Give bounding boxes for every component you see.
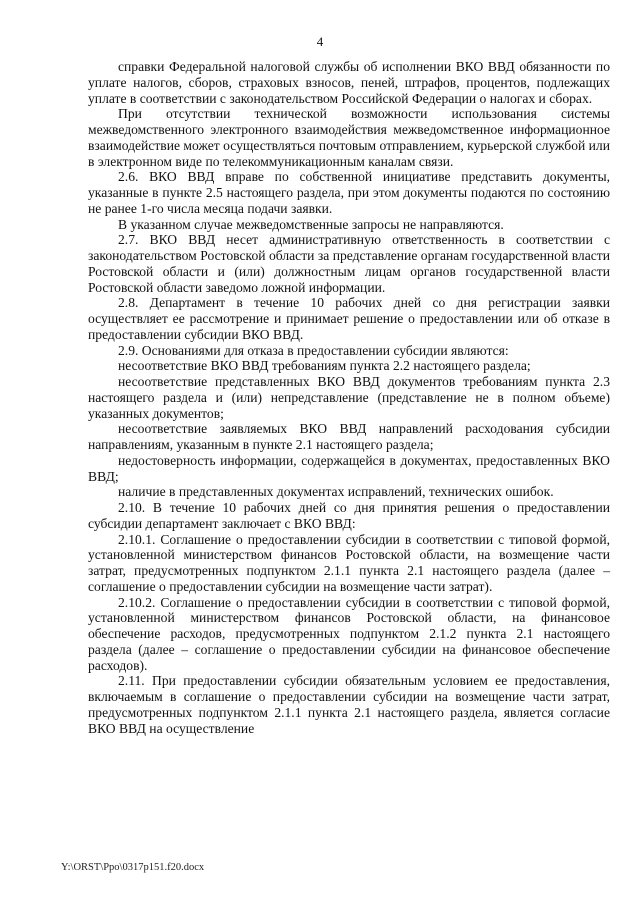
paragraph: наличие в представленных документах исправлений, технических ошибок. [118, 484, 554, 500]
paragraph: 2.8. Департамент в течение 10 рабочих дней со дня регистрации заявки осуществляет ее рассмотрение и принимает решение о предоставлении или об отказе в предоставлении субсидии ВКО ВВД. [88, 295, 610, 342]
document-body [88, 59, 610, 736]
paragraph: несоответствие ВКО ВВД требованиям пункта 2.2 настоящего раздела; [118, 358, 531, 374]
paragraph: недостоверность информации, содержащейся в документах, предоставленных ВКО ВВД; [88, 452, 610, 484]
paragraph: При отсутствии технической возможности использования системы межведомственного электронного взаимодействия межведомственное информационное взаимодействие может осуществляться почтовым отправлением, курьерской службой или в электронном виде по телекоммуникационным каналам связи. [88, 106, 610, 169]
paragraph: В указанном случае межведомственные запросы не направляются. [118, 216, 504, 232]
paragraph: 2.10.1. Соглашение о предоставлении субсидии в соответствии с типовой формой, установленной министерством финансов Ростовской области, на возмещение части затрат, предусмотренных подпунктом 2.1.1 пункта 2.1 настоящего раздела (далее – соглашение о предоставлении субсидии на возмещение части затрат). [88, 531, 610, 594]
paragraph: 2.9. Основаниями для отказа в предоставлении субсидии являются: [118, 342, 509, 358]
footer-file-path: Y:\ORST\Ppo\0317p151.f20.docx [61, 862, 205, 873]
paragraph: 2.10.2. Соглашение о предоставлении субсидии в соответствии с типовой формой, установленной министерством финансов Ростовской области, на финансовое обеспечение расходов, предусмотренных подпунктом 2.1.2 пункта 2.1 настоящего раздела (далее – соглашение о предоставлении субсидии на финансовое обеспечение расходов). [88, 594, 610, 673]
paragraph: справки Федеральной налоговой службы об исполнении ВКО ВВД обязанности по уплате налогов, сборов, страховых взносов, пеней, штрафов, процентов, подлежащих уплате в соответствии с законодательством Российской Федерации о налогах и сборах. [88, 59, 610, 106]
paragraph: несоответствие представленных ВКО ВВД документов требованиям пункта 2.3 настоящего раздела и (или) непредставление (представление не в полном объеме) указанных документов; [88, 374, 610, 421]
paragraph: несоответствие заявляемых ВКО ВВД направлений расходования субсидии направлениям, указанным в пункте 2.1 настоящего раздела; [88, 421, 610, 452]
paragraph: 2.11. При предоставлении субсидии обязательным условием ее предоставления, включаемым в соглашение о предоставлении субсидии на возмещение части затрат, предусмотренных подпунктом 2.1.1 пункта 2.1 настоящего раздела, является согласие ВКО ВВД на осуществление [88, 673, 610, 736]
paragraph: 2.6. ВКО ВВД вправе по собственной инициативе представить документы, указанные в пункте 2.5 настоящего раздела, при этом документы подаются по состоянию не ранее 1-го числа месяца подачи заявки. [88, 169, 610, 216]
paragraph: 2.7. ВКО ВВД несет административную ответственность в соответствии с законодательством Ростовской области за представление органам государственной власти Ростовской области и (или) должностным лицам органов государственной власти Ростовской области заведомо ложной информации. [88, 232, 610, 295]
paragraph: 2.10. В течение 10 рабочих дней со дня принятия решения о предоставлении субсидии департамент заключает с ВКО ВВД: [88, 500, 610, 531]
page-number: 4 [316, 34, 324, 49]
